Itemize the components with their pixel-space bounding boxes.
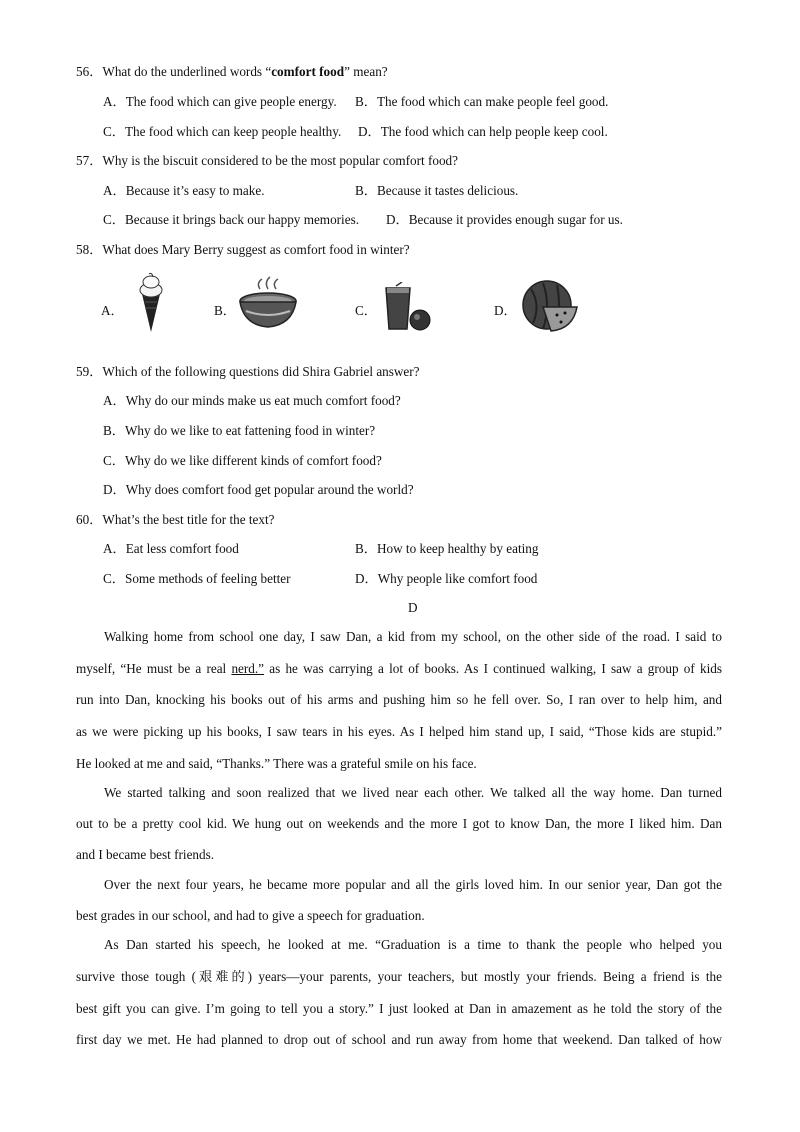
passage-line-1: Walking home from school one day, I saw Dan, a kid from my school, on the other side of the road. I said to [104,629,722,644]
ice-cream-icon [136,272,166,334]
q59-option-b: B．Why do we like to eat fattening food in winter? [103,423,376,438]
passage-line-2-post: as he was carrying a lot of books. As I continued walking, I saw a group of kids [269,661,722,676]
q57-option-d: D．Because it provides enough sugar for us. [386,212,623,227]
q59-option-d: D．Why does comfort food get popular around the world? [103,482,414,497]
q58-option-b: B． [214,303,236,318]
q60-stem: 60．What’s the best title for the text? [76,512,275,527]
passage-line-12: survive those tough (艰难的) years—your parents, your teachers, but mostly your friends. Being a friend is the [76,969,722,984]
passage-line-8: and I became best friends. [76,847,215,862]
q58-option-a: A． [101,303,124,318]
passage-line-6: We started talking and soon realized that we lived near each other. We talked all the way home. Dan turned [104,785,722,800]
q57-option-b: B．Because it tastes delicious. [355,183,519,198]
passage-line-3: run into Dan, knocking his books out of his arms and pushing him so he fell over. So, I ran over to help him, and [76,692,722,707]
q56-stem-pre: 56．What do the underlined words “ [76,64,272,79]
passage-line-5: He looked at me and said, “Thanks.” There was a grateful smile on his face. [76,756,477,771]
q59-option-a: A．Why do our minds make us eat much comfort food? [103,393,401,408]
q56-option-b: B．The food which can make people feel good. [355,94,609,109]
q60-option-d: D．Why people like comfort food [355,571,538,586]
q58-option-d: D． [494,303,517,318]
juice-and-fruit-icon [382,282,432,332]
q57-option-a: A．Because it’s easy to make. [103,183,265,198]
passage-line-11: As Dan started his speech, he looked at me. “Graduation is a time to thank the people who helped you [104,937,722,952]
passage-line-4: as we were picking up his books, I saw tears in his eyes. As I helped him stand up, I said, “Those kids are stupid.” [76,724,722,739]
q58-stem: 58．What does Mary Berry suggest as comfort food in winter? [76,242,410,257]
q60-option-a: A．Eat less comfort food [103,541,239,556]
passage-line-10: best grades in our school, and had to give a speech for graduation. [76,908,425,923]
passage-line-2 [76,661,722,677]
q60-option-b: B．How to keep healthy by eating [355,541,539,556]
q56-stem-post: ” mean? [344,64,388,79]
passage-line-13: best gift you can give. I’m going to tell you a story.” I just looked at Dan in amazement as he told the story of the [76,1001,722,1016]
q56-stem [76,64,388,80]
q60-option-c: C．Some methods of feeling better [103,571,291,586]
underlined-word-nerd: nerd.” [231,661,265,676]
watermelon-icon [521,277,579,335]
q56-option-c: C．The food which can keep people healthy. [103,124,342,139]
q59-option-c: C．Why do we like different kinds of comfort food? [103,453,382,468]
passage-line-14: first day we met. He had planned to drop out of school and run away from home that weekend. Dan talked of how [76,1032,722,1047]
q58-option-c: C． [355,303,377,318]
q56-option-a: A．The food which can give people energy. [103,94,337,109]
q56-option-d: D．The food which can help people keep cool. [358,124,608,139]
soup-bowl-icon [238,275,298,331]
section-heading: D [408,600,418,615]
passage-line-7: out to be a pretty cool kid. We hung out on weekends and the more I got to know Dan, the more I liked him. Dan [76,816,722,831]
q57-option-c: C．Because it brings back our happy memories. [103,212,359,227]
q59-stem: 59．Which of the following questions did Shira Gabriel answer? [76,364,420,379]
passage-line-2-pre: myself, “He must be a real [76,661,227,676]
passage-line-9: Over the next four years, he became more popular and all the girls loved him. In our senior year, Dan got the [104,877,722,892]
q56-keyword: comfort food [271,64,345,79]
q57-stem: 57．Why is the biscuit considered to be the most popular comfort food? [76,153,458,168]
